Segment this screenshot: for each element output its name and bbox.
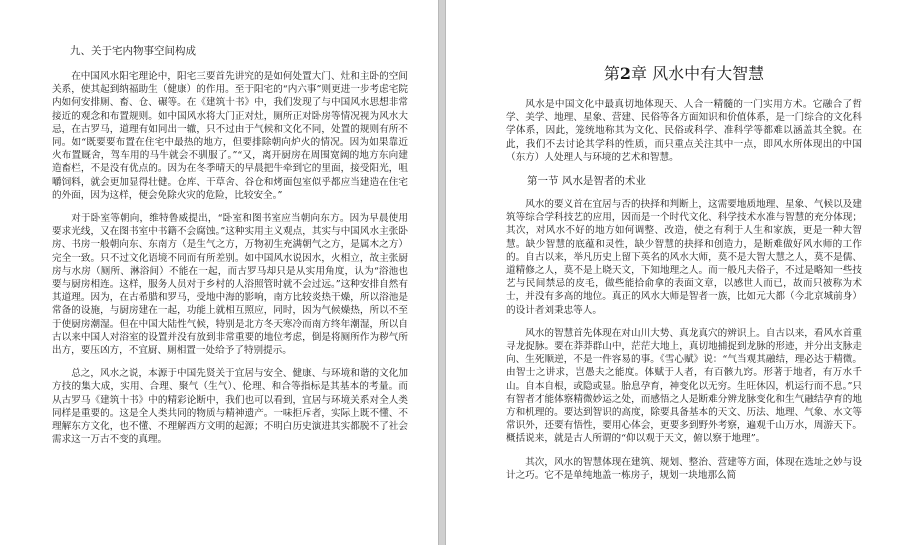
chapter-label-prefix: 第	[603, 64, 620, 83]
right-page	[446, 0, 900, 545]
paragraph: 其次，风水的智慧体现在建筑、规划、整治、营建等方面，体现在选址之妙与设计之巧。它不是单纯地盖一栋房子，规划一块地那么简	[506, 456, 862, 481]
chapter-number: 2	[619, 64, 632, 83]
paragraph: 在中国风水阳宅理论中，阳宅三要首先讲究的是如何处置大门、灶和主卧的空间关系，使其起到纳福助生（健康）的作用。至于阳宅的“内六事”则更进一步考虑宅院内如何安排厕、畜、仓、碾等。在《建筑十书》中，我们发现了与中国风水思想非常接近的观念和布置规则。如中国风水将大门正对灶，厕所正对卧房等情况视为风水大忌，在古罗马，道理有如同出一辙，只不过由于气候和文化不同，处置的规则有所不同。如“既要要布置在住宅中最热的地方，但要排除朝向炉火的情况。因为如果靠近火布置厩舍，驾车用的马牛就会不驯服了。”“又，离开厨房在周围宽阔的地方东向建造畜栏，不是没有优点的。因为在冬季晴天的早晨把牛牵到它的里面，接受阳光，咀嚼饲料，就会更加显得壮健。仓库、干草舍、谷仓和烤面包室似乎都应当建造在住宅的外面，因为这样，便会免除火灾的危险，比较安全。”	[52, 71, 408, 201]
intro-paragraph: 风水是中国文化中最真切地体现天、人合一精髓的一门实用方术。它融合了哲学、美学、地理、星象、营建、民俗等各方面知识和价值体系，是一门综合的文化科学体系，因此，笼统地称其为文化、民俗或科学、准科学等都难以涵盖其全貌。在此，我们不去讨论其学科的性质，而只重点关注其中一点，即风水所体现出的中国（东方）人处理人与环境的艺术和智慧。	[506, 99, 862, 163]
paragraph: 风水的要义首在宜居与否的抉择和判断上，这需要地质地理、星象、气候以及建筑等综合学科技艺的应用，因而是一个时代文化、科学技术水准与智慧的充分体现；其次，对风水不好的地方如何调整、改造，使之有利于人生和家族，更是一种大智慧。缺少智慧的底蕴和灵性，缺少智慧的抉择和创造力，是断难做好风水师的工作的。自古以来，举凡历史上留下英名的风水大师，莫不是大智大慧之人，莫不是儒、道精修之人，莫不是上晓天文，下知地理之人。而一般凡夫俗子，不过是略知一些技艺与民间禁忌的皮毛，做些能拾俞拿的表面文章，以感世人而已，故而只被称为术士，并没有多高的地位。真正的风水大师是智者一族，比如元大都（今北京城前身）的设计者刘秉忠等人。	[506, 199, 862, 316]
paragraph: 风水的智慧首先体现在对山川大势、真龙真穴的辨识上。自古以来，看风水首重寻龙捉脉。要在莽莽群山中，茫茫大地上，真切地捕捉到龙脉的形迹，并分出支脉走向、生死顺逆，不是一件容易的事。《雪心赋》说：“气当观其融结，理必达于精微。由智士之讲求，岂愚夫之能度。体赋于人者，有百骸九窍。形著于地者，有万水千山。自本自根，或隐或显。胎息孕育，神变化以无穷。生旺休囚，机运行而不息。”只有智者才能体察精微妙运之处，而感悟之人是断难分辨龙脉变化和生气融结孕育的地方和机理的。要达到智识的高度，除要具备基本的天文、历法、地理、气象、水文等常识外，还要有悟性，要用心体会，更要多到野外考察，遍观千山万水，周游天下。概括说来，就是古人所谓的“仰以观于天文，俯以察于地理”。	[506, 327, 862, 445]
section-heading: 九、关于宅内物事空间构成	[70, 45, 196, 57]
section-heading: 第一节 风水是智者的术业	[527, 175, 646, 188]
chapter-title-text: 风水中有大智慧	[652, 64, 765, 83]
chapter-title	[506, 64, 862, 84]
left-page	[0, 0, 438, 545]
chapter-label-suffix: 章	[631, 64, 648, 83]
page-gutter	[438, 0, 446, 545]
paragraph: 总之，风水之说，本源于中国先贤关于宜居与安全、健康、与环境和谐的文化加方技的集大成，实用、合理、聚气（生气）、伦理、和合等指标是其基本的考量。而从古罗马《建筑十书》中的精彩论断中，我们也可以看到，宜居与环境关系对全人类同样是重要的。这是全人类共同的物质与精神遗产。一味拒斥者，实际上既不懂、不理解东方文化，也不懂、不理解西方文明的起源；不明白历史演进其实都脱不了社会需求这一万古不变的真理。	[52, 368, 408, 446]
paragraph: 对于卧室等朝向，维特鲁威提出，“卧室和图书室应当朝向东方。因为早晨使用要求光线，又在图书室中书籍不会腐蚀。”这种实用主义观点，其实与中国风水主张卧房、书房一般朝向东、东南方（是生气之方，万物初生充满朝气之方，是属木之方）完全一致。只不过文化语境不同而有所差别。如中国风水说因水，火相立，故主张厨房与水房（厕所、淋浴间）不能在一起，而古罗马却只是从实用角度，认为“浴池也要与厨房相连。这样，服务人员对于乡村的人浴照管时就不会过远。”这种安排自然有其道理。因为，在古希腊和罗马，受地中海的影响，南方比较炎热干燥，所以浴池是常备的设施，与厨房建在一起，功能上就相互照应，同时，因为气候燥热，所以不至于使厨房潮湿。但在中国大陆性气候，特别是北方冬天寒冷而南方终年潮湿，所以自古以来中国人对浴室的设置并没有放到非常重要的地位考虑，倒是将厕所作为秽气所出方，要压凶方，不宜厨、厕相置一处给予了特别提示。	[52, 213, 408, 357]
